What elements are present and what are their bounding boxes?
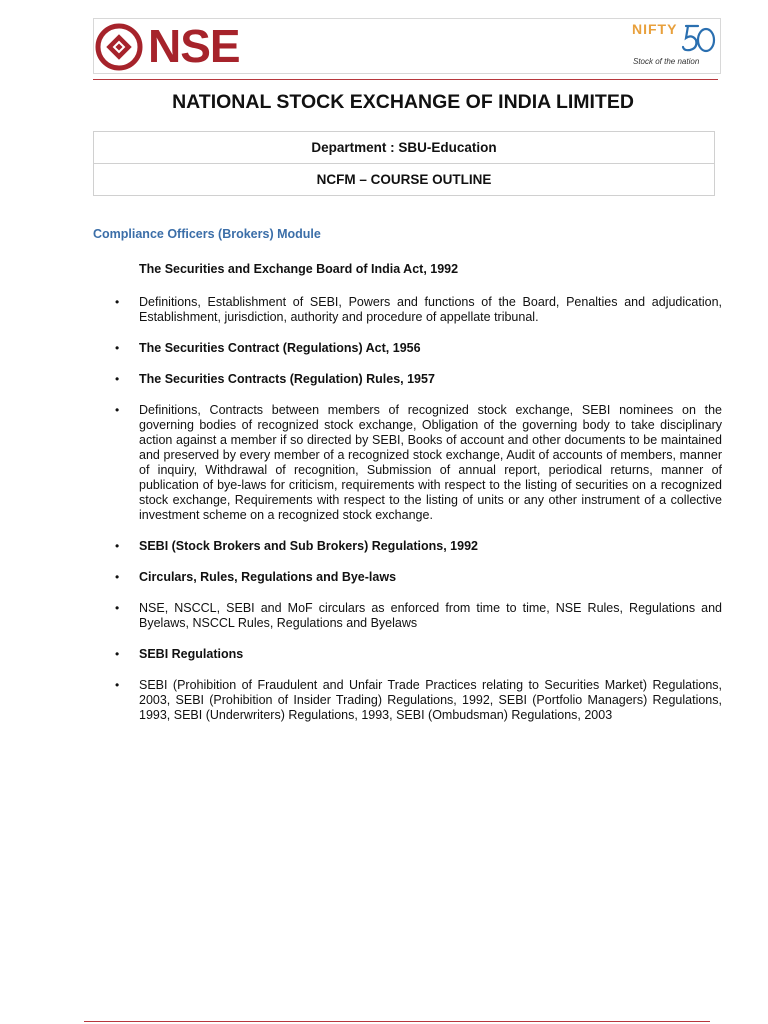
- module-title: Compliance Officers (Brokers) Module: [93, 227, 321, 241]
- list-item: [93, 570, 722, 585]
- list-item: [93, 341, 722, 356]
- list-item-text: SEBI Regulations: [139, 647, 244, 661]
- list-item-text: The Securities Contract (Regulations) Act, 1956: [139, 341, 421, 355]
- nse-logo-text: NSE: [148, 20, 240, 72]
- list-item-text: NSE, NSCCL, SEBI and MoF circulars as enforced from time to time, NSE Rules, Regulations and Byelaws, NSCCL Rules, Regulations and Byelaws: [139, 601, 722, 630]
- bullet-icon: •: [115, 647, 120, 661]
- course-outline-cell: NCFM – COURSE OUTLINE: [94, 164, 715, 196]
- table-row: [94, 132, 715, 164]
- nifty-logo-text: NIFTY: [632, 21, 678, 37]
- list-item-text: Definitions, Establishment of SEBI, Powers and functions of the Board, Penalties and adjudication, Establishment, jurisdiction, authority and procedure of appellate tribunal.: [139, 295, 722, 324]
- bullet-list: [93, 295, 722, 739]
- footer-divider: [84, 1021, 710, 1022]
- nifty-50-icon: [680, 22, 720, 58]
- list-item-text: SEBI (Stock Brokers and Sub Brokers) Regulations, 1992: [139, 539, 478, 553]
- bullet-icon: •: [115, 678, 120, 692]
- list-item: [93, 372, 722, 387]
- list-item: [93, 539, 722, 554]
- bullet-icon: •: [115, 295, 120, 309]
- table-row: [94, 164, 715, 196]
- page-title: NATIONAL STOCK EXCHANGE OF INDIA LIMITED: [172, 91, 634, 113]
- nse-emblem-icon: [98, 26, 140, 68]
- bullet-icon: •: [115, 601, 120, 615]
- info-table: [93, 131, 715, 196]
- bullet-icon: •: [115, 539, 120, 553]
- list-item: [93, 295, 722, 325]
- header-divider: [93, 79, 718, 80]
- bullet-icon: •: [115, 372, 120, 386]
- nifty-tagline: Stock of the nation: [633, 57, 700, 66]
- list-item-text: The Securities Contracts (Regulation) Rules, 1957: [139, 372, 435, 386]
- list-item: [93, 403, 722, 523]
- bullet-icon: •: [115, 341, 120, 355]
- act-title: The Securities and Exchange Board of India Act, 1992: [139, 262, 459, 276]
- list-item-text: Definitions, Contracts between members of recognized stock exchange, SEBI nominees on the governing bodies of recognized stock exchange, Obligation of the governing body to take disciplinary action against a member if so directed by SEBI, Books of account and other documents to be maintained and preserved by every member of a recognized stock exchange, Audit of accounts of members, manner of inquiry, Withdrawal of recognition, Submission of annual report, periodical returns, manner of publication of bye-laws for criticism, requirements with respect to the listing of securities on a recognized stock exchange, Requirements with respect to the listing of units or any other instrument of a collective investment scheme on a recognized stock exchange.: [139, 403, 722, 522]
- department-cell: Department : SBU-Education: [94, 132, 715, 164]
- list-item-text: Circulars, Rules, Regulations and Bye-laws: [139, 570, 397, 584]
- list-item: [93, 678, 722, 723]
- list-item: [93, 647, 722, 662]
- list-item: [93, 601, 722, 631]
- list-item-text: SEBI (Prohibition of Fraudulent and Unfair Trade Practices relating to Securities Market) Regulations, 2003, SEBI (Prohibition of Insider Trading) Regulations, 1992, SEBI (Portfolio Managers) Regulations, 1993, SEBI (Underwriters) Regulations, 1993, SEBI (Ombudsman) Regulations, 2003: [139, 678, 722, 722]
- bullet-icon: •: [115, 570, 120, 584]
- bullet-icon: •: [115, 403, 120, 417]
